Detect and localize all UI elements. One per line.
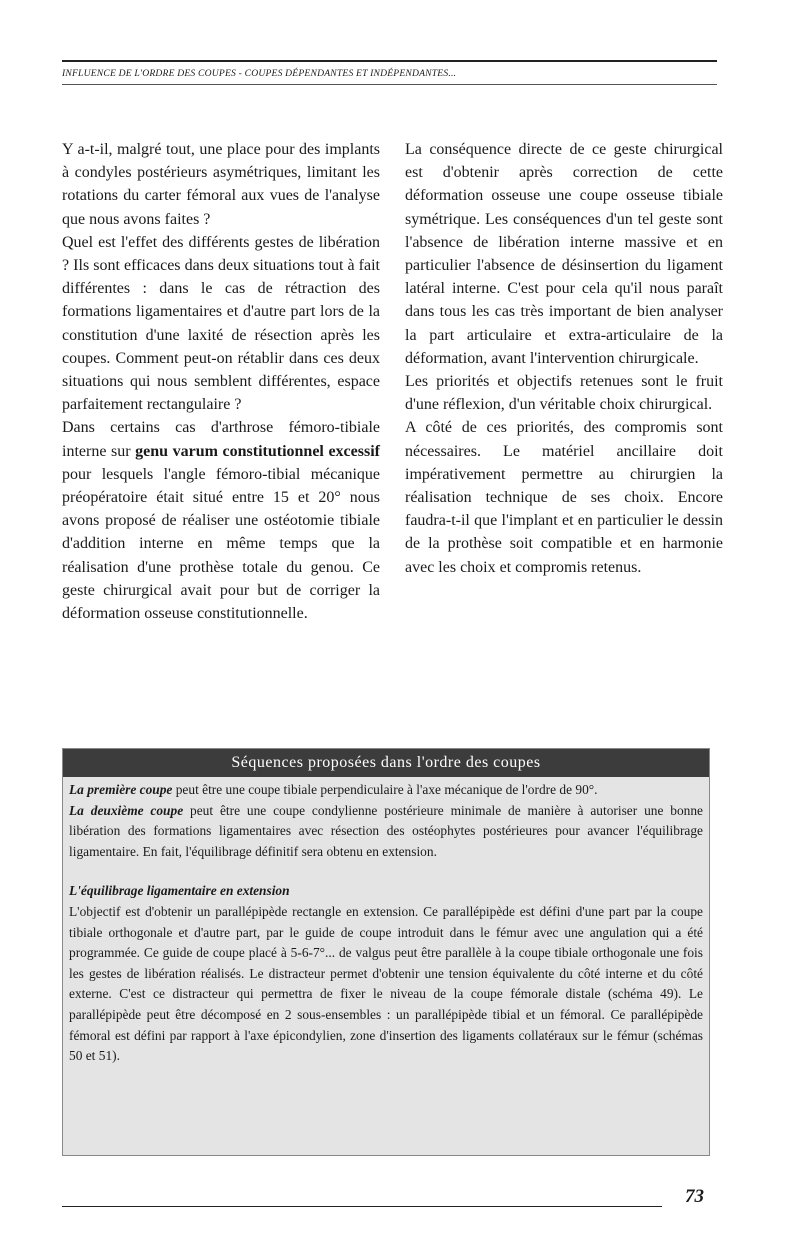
left-paragraph-1: Y a-t-il, malgré tout, une place pour des implants à condyles postérieurs asymétriques, limitant les rotations du carter fémoral aux vues de l'analyse que nous avons faites ? <box>62 141 380 228</box>
second-cut-lead: La deuxième coupe <box>69 802 184 818</box>
left-paragraph-3-end: pour lesquels l'angle fémoro-tibial mécanique préopératoire était situé entre 15 et 20° nous avons proposé de réaliser une ostéotomie tibiale d'addition interne en même temps que la réalisation d'une prothèse totale du genou. Ce geste chirurgical avait pour but de corriger la déformation osseuse constitutionnelle. <box>62 465 380 623</box>
box-body <box>63 777 709 1067</box>
left-column <box>62 138 380 625</box>
left-paragraph-2: Quel est l'effet des différents gestes de libération ? Ils sont efficaces dans deux situations tout à fait différentes : dans le cas de rétraction des formations ligamentaires et d'autre part lors de la constitution d'une laxité de résection après les coupes. Comment peut-on rétablir dans ces deux situations qui nous semblent différentes, espace parfaitement rectangulaire ? <box>62 233 380 414</box>
box-spacer <box>69 862 703 881</box>
genu-varum-emphasis: genu varum constitutionnel excessif <box>135 442 380 460</box>
second-cut-text: peut être une coupe condylienne postérieure minimale de manière à autoriser une bonne libération des formations ligamentaires avec résection des ostéophytes postérieures pour avancer l'équilibrage ligamentaire. En fait, l'équilibrage définitif sera obtenu en extension. <box>69 802 704 859</box>
sequence-box <box>62 748 710 1156</box>
first-cut-lead: La première coupe <box>69 782 173 797</box>
box-paragraph-3: L'objectif est d'obtenir un parallépipède rectangle en extension. Ce parallépipède est défini d'une part par la coupe tibiale orthogonale et d'autre part, par le guide de coupe introduit dans le fémur avec une angulation qui a été programmée. Ce guide de coupe placé à 5-6-7°... de valgus peut être parallèle à la coupe tibiale orthogonale une fois les gestes de libération réalisés. Le distracteur permet d'obtenir une tension équivalente du côté interne et du côté externe. C'est ce distracteur qui permettra de fixer le niveau de la coupe fémorale distale (schéma 49). Le parallépipède peut être décomposé en 2 sous-ensembles : un parallépipède tibial et un fémoral. Ce parallépipède fémoral est défini par rapport à l'axe épicondylien, zone d'insertion des ligaments collatéraux sur le fémur (schémas 50 et 51). <box>69 903 703 1064</box>
running-header: INFLUENCE DE L'ORDRE DES COUPES - COUPES DÉPENDANTES ET INDÉPENDANTES... <box>62 60 717 85</box>
right-paragraph-2: Les priorités et objectifs retenues sont le fruit d'une réflexion, d'un véritable choix chirurgical. <box>405 373 723 414</box>
left-paragraph-3 <box>62 416 380 625</box>
box-title: Séquences proposées dans l'ordre des coupes <box>63 749 709 777</box>
right-column <box>405 138 723 579</box>
right-paragraph-1: La conséquence directe de ce geste chirurgical est d'obtenir après correction de cette déformation osseuse une coupe osseuse tibiale symétrique. Les conséquences d'un tel geste sont l'absence de libération interne massive et en particulier l'absence de désinsertion du ligament latéral interne. C'est pour cela qu'il nous paraît dans tous les cas très important de bien analyser la part articulaire et extra-articulaire de la déformation, avant l'intervention chirurgicale. <box>405 141 723 367</box>
page-number: 73 <box>685 1186 704 1207</box>
box-paragraph-1 <box>69 780 703 801</box>
footer-rule <box>62 1206 662 1207</box>
box-paragraph-2 <box>69 801 703 863</box>
left-paragraph-3-start: Dans certains cas d'arthrose fémoro-tibiale interne sur <box>62 419 380 460</box>
box-subheading: L'équilibrage ligamentaire en extension <box>69 883 290 899</box>
right-paragraph-3: A côté de ces priorités, des compromis sont nécessaires. Le matériel ancillaire doit impérativement permettre au chirurgien la réalisation technique de ses choix. Encore faudra-t-il que l'implant et en particulier le dessin de la prothèse soit compatible et en harmonie avec les choix et compromis retenus. <box>405 419 723 576</box>
first-cut-text: peut être une coupe tibiale perpendiculaire à l'axe mécanique de l'ordre de 90°. <box>172 782 598 797</box>
